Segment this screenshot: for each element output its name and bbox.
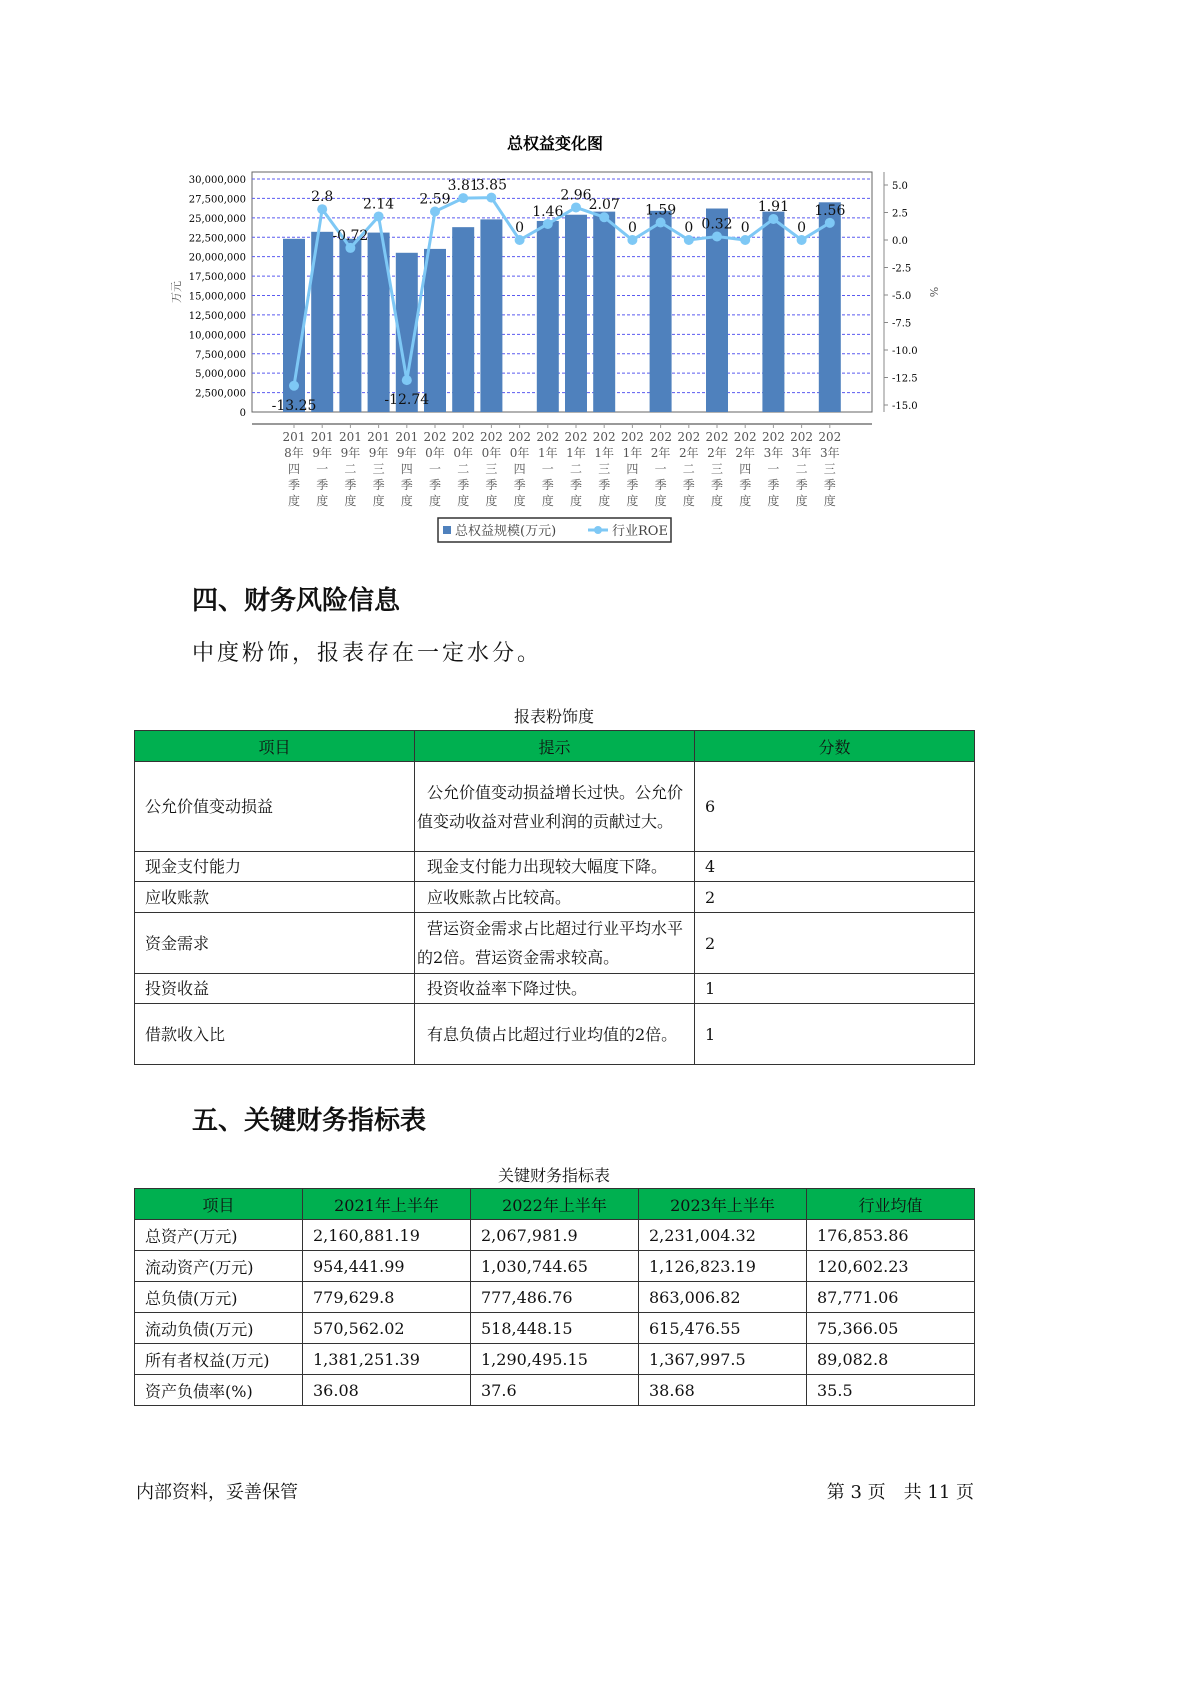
y-tick-label: 0: [239, 408, 246, 419]
roe-data-label: 3.81: [447, 178, 479, 195]
table-cell: 36.08: [303, 1375, 471, 1406]
x-tick-label: 季: [569, 478, 583, 492]
table-cell: 公允价值变动损益: [135, 762, 415, 852]
x-tick-label: 2年: [707, 446, 727, 460]
x-tick-label: 一: [428, 462, 442, 476]
table-cell: 资金需求: [135, 913, 415, 974]
roe-point: [374, 211, 384, 221]
y-tick-label: 22,500,000: [188, 233, 246, 245]
x-tick-label: 度: [485, 494, 498, 508]
table-cell: 1,367,997.5: [639, 1344, 807, 1375]
y2-axis-label: %: [927, 286, 940, 298]
x-tick-label: 季: [710, 478, 724, 492]
table-cell: 89,082.8: [807, 1344, 975, 1375]
column-header: 行业均值: [807, 1189, 975, 1220]
table-cell: 总负债(万元): [135, 1282, 303, 1313]
x-tick-label: 二: [569, 462, 583, 476]
table-row: [135, 852, 975, 882]
table-cell: 38.68: [639, 1375, 807, 1406]
table-row: [135, 882, 975, 913]
table-row: [135, 1004, 975, 1065]
y2-tick-label: -15.0: [892, 401, 918, 412]
y-tick-label: 7,500,000: [195, 349, 246, 361]
section-5-heading: 五、关键财务指标表: [192, 1106, 427, 1136]
x-tick-label: 二: [457, 462, 470, 476]
x-tick-label: 三: [823, 462, 836, 476]
y2-tick-label: -12.5: [892, 373, 918, 385]
x-tick-label: 2年: [735, 446, 756, 460]
x-tick-label: 202: [451, 430, 475, 444]
table-cell: 1: [695, 974, 975, 1004]
table-cell: 应收账款: [135, 882, 415, 913]
x-tick-label: 季: [344, 478, 357, 492]
table-cell: 营运资金需求占比超过行业平均水平的2倍。营运资金需求较高。: [415, 913, 695, 974]
x-tick-label: 季: [767, 478, 780, 492]
table-cell: 2,160,881.19: [303, 1220, 471, 1251]
table-cell: 所有者权益(万元): [135, 1344, 303, 1375]
y-tick-label: 10,000,000: [188, 330, 246, 342]
x-tick-label: 季: [485, 478, 498, 492]
risk-summary-text: 中度粉饰，报表存在一定水分。: [192, 641, 543, 666]
roe-data-label: 0.32: [701, 216, 733, 233]
x-tick-label: 四: [400, 462, 413, 476]
y2-tick-label: -10.0: [892, 346, 918, 357]
equity-chart: [0, 0, 1191, 560]
table-cell: 总资产(万元): [135, 1220, 303, 1251]
x-tick-label: 一: [541, 462, 554, 476]
x-tick-label: 度: [344, 494, 357, 508]
roe-point: [289, 381, 299, 391]
roe-point: [712, 231, 722, 241]
table-cell: 1,126,823.19: [639, 1251, 807, 1282]
roe-point: [627, 235, 637, 245]
table-cell: 779,629.8: [303, 1282, 471, 1313]
table-cell: 615,476.55: [639, 1313, 807, 1344]
roe-data-label: 2.59: [419, 191, 451, 208]
table-row: [135, 1251, 975, 1282]
roe-data-label: 1.91: [757, 198, 789, 215]
x-tick-label: 度: [400, 494, 413, 508]
roe-point: [797, 235, 807, 245]
table-cell: 应收账款占比较高。: [415, 882, 695, 913]
x-tick-label: 三: [485, 462, 498, 476]
footer-page-number: 第 3 页 共 11 页: [826, 1482, 974, 1503]
risk-table-caption: 报表粉饰度: [513, 707, 594, 726]
risk-table: [134, 730, 975, 1065]
table-cell: 投资收益: [135, 974, 415, 1004]
x-tick-label: 季: [428, 478, 442, 492]
bar: [339, 239, 361, 412]
y2-tick-label: 2.5: [892, 208, 908, 220]
legend-bar-swatch: [443, 526, 451, 534]
table-row: [135, 1344, 975, 1375]
table-cell: 75,366.05: [807, 1313, 975, 1344]
table-row: [135, 1220, 975, 1251]
column-header: 分数: [695, 731, 975, 762]
bar: [819, 202, 841, 412]
x-tick-label: 度: [710, 494, 724, 508]
table-cell: 954,441.99: [303, 1251, 471, 1282]
roe-data-label: 2.14: [363, 196, 395, 213]
x-tick-label: 度: [654, 494, 667, 508]
x-tick-label: 季: [739, 478, 752, 492]
x-tick-label: 202: [705, 430, 729, 444]
roe-data-label: 2.8: [311, 189, 334, 206]
bar: [650, 211, 672, 412]
table-row: [135, 913, 975, 974]
roe-data-label: 2.07: [588, 197, 620, 214]
x-tick-label: 度: [823, 494, 836, 508]
table-row: [135, 974, 975, 1004]
table-cell: 6: [695, 762, 975, 852]
x-tick-label: 度: [287, 494, 301, 508]
bar: [537, 221, 559, 412]
table-cell: 35.5: [807, 1375, 975, 1406]
roe-point: [486, 193, 496, 203]
x-tick-label: 三: [710, 462, 724, 476]
x-tick-label: 1年: [622, 446, 643, 460]
x-tick-label: 季: [682, 478, 695, 492]
x-tick-label: 季: [513, 478, 526, 492]
roe-data-label: 3.85: [475, 177, 507, 194]
table-cell: 2: [695, 882, 975, 913]
bar: [593, 212, 615, 412]
bar: [424, 249, 446, 412]
column-header: 提示: [415, 731, 695, 762]
x-tick-label: 季: [316, 478, 329, 492]
table-cell: 2,067,981.9: [471, 1220, 639, 1251]
table-cell: 120,602.23: [807, 1251, 975, 1282]
x-tick-label: 四: [626, 462, 639, 476]
y2-tick-label: 5.0: [892, 181, 908, 192]
roe-data-label: 0: [797, 220, 807, 236]
y-tick-label: 2,500,000: [195, 388, 246, 400]
table-cell: 有息负债占比超过行业均值的2倍。: [415, 1004, 695, 1065]
y-axis-label: 万元: [170, 281, 183, 303]
table-cell: 资产负债率(%): [135, 1375, 303, 1406]
x-tick-label: 202: [536, 430, 560, 444]
table-cell: 4: [695, 852, 975, 882]
x-tick-label: 202: [592, 430, 616, 444]
x-tick-label: 9年: [368, 446, 389, 460]
roe-point: [402, 375, 412, 385]
x-tick-label: 度: [569, 494, 583, 508]
x-tick-label: 三: [372, 462, 385, 476]
table-cell: 借款收入比: [135, 1004, 415, 1065]
x-tick-label: 二: [795, 462, 808, 476]
x-tick-label: 季: [654, 478, 667, 492]
x-tick-label: 9年: [312, 446, 333, 460]
x-tick-label: 201: [282, 430, 306, 444]
table-row: [135, 762, 975, 852]
x-tick-label: 1年: [537, 446, 558, 460]
x-tick-label: 1年: [566, 446, 586, 460]
key-table-caption: 关键财务指标表: [497, 1166, 610, 1185]
x-tick-label: 3年: [819, 446, 840, 460]
y2-tick-label: 0.0: [892, 236, 908, 247]
x-tick-label: 3年: [791, 446, 812, 460]
x-tick-label: 2年: [678, 446, 699, 460]
x-tick-label: 度: [316, 494, 329, 508]
roe-point: [740, 235, 750, 245]
table-cell: 176,853.86: [807, 1220, 975, 1251]
bar: [480, 219, 502, 412]
y-tick-label: 27,500,000: [188, 194, 246, 206]
x-tick-label: 9年: [340, 446, 361, 460]
table-cell: 1,290,495.15: [471, 1344, 639, 1375]
x-tick-label: 度: [513, 494, 526, 508]
x-tick-label: 0年: [481, 446, 502, 460]
x-tick-label: 202: [818, 430, 842, 444]
x-tick-label: 度: [541, 494, 554, 508]
x-tick-label: 2年: [650, 446, 671, 460]
bar: [452, 227, 474, 412]
x-tick-label: 8年: [284, 446, 304, 460]
y-tick-label: 5,000,000: [195, 369, 246, 381]
y-tick-label: 17,500,000: [188, 272, 246, 284]
x-tick-label: 季: [287, 478, 301, 492]
x-tick-label: 季: [457, 478, 470, 492]
x-tick-label: 季: [823, 478, 836, 492]
x-tick-label: 一: [316, 462, 329, 476]
x-tick-label: 3年: [763, 446, 784, 460]
x-tick-label: 一: [767, 462, 780, 476]
table-cell: 777,486.76: [471, 1282, 639, 1313]
table-cell: 现金支付能力出现较大幅度下降。: [415, 852, 695, 882]
x-tick-label: 季: [372, 478, 385, 492]
x-tick-label: 度: [739, 494, 752, 508]
x-tick-label: 一: [654, 462, 667, 476]
key-metrics-table: [134, 1188, 975, 1406]
y-tick-label: 20,000,000: [188, 252, 246, 264]
x-tick-label: 202: [479, 430, 503, 444]
roe-data-label: 0: [684, 220, 694, 236]
column-header: 项目: [135, 1189, 303, 1220]
roe-data-label: 0: [515, 220, 525, 236]
column-header: 2021年上半年: [303, 1189, 471, 1220]
table-cell: 公允价值变动损益增长过快。公允价值变动收益对营业利润的贡献过大。: [415, 762, 695, 852]
roe-point: [345, 243, 355, 253]
x-tick-label: 四: [739, 462, 752, 476]
x-tick-label: 1年: [594, 446, 615, 460]
roe-point: [515, 235, 525, 245]
table-cell: 570,562.02: [303, 1313, 471, 1344]
x-tick-label: 度: [682, 494, 695, 508]
x-tick-label: 季: [541, 478, 554, 492]
table-row: [135, 1375, 975, 1406]
bar: [762, 212, 784, 412]
y2-tick-label: -5.0: [892, 291, 912, 302]
table-cell: 流动资产(万元): [135, 1251, 303, 1282]
x-tick-label: 0年: [509, 446, 530, 460]
roe-data-label: -13.25: [271, 397, 317, 414]
roe-point: [317, 204, 327, 214]
roe-point: [458, 193, 468, 203]
y-tick-label: 12,500,000: [188, 310, 246, 322]
legend-line-marker: [594, 526, 602, 534]
roe-point: [571, 202, 581, 212]
table-cell: 投资收益率下降过快。: [415, 974, 695, 1004]
bar: [565, 215, 587, 412]
table-cell: 87,771.06: [807, 1282, 975, 1313]
x-tick-label: 三: [598, 462, 611, 476]
x-tick-label: 202: [649, 430, 673, 444]
table-cell: 现金支付能力: [135, 852, 415, 882]
column-header: 2023年上半年: [639, 1189, 807, 1220]
x-tick-label: 度: [457, 494, 470, 508]
x-tick-label: 季: [795, 478, 808, 492]
column-header: 项目: [135, 731, 415, 762]
x-tick-label: 度: [626, 494, 639, 508]
column-header: 2022年上半年: [471, 1189, 639, 1220]
table-header-row: [135, 1189, 975, 1220]
chart-title: 总权益变化图: [506, 134, 604, 153]
footer-confidential: 内部资料，妥善保管: [136, 1482, 298, 1503]
x-tick-label: 度: [598, 494, 611, 508]
x-tick-label: 202: [620, 430, 644, 444]
x-tick-label: 202: [790, 430, 814, 444]
table-cell: 2,231,004.32: [639, 1220, 807, 1251]
x-tick-label: 四: [513, 462, 526, 476]
roe-point: [599, 212, 609, 222]
x-tick-label: 201: [395, 430, 419, 444]
section-4-heading: 四、财务风险信息: [192, 586, 401, 616]
x-tick-label: 季: [400, 478, 413, 492]
roe-data-label: 0: [740, 220, 750, 236]
roe-point: [430, 207, 440, 217]
roe-point: [825, 218, 835, 228]
table-cell: 863,006.82: [639, 1282, 807, 1313]
x-tick-label: 0年: [425, 446, 445, 460]
roe-data-label: 1.46: [532, 203, 564, 220]
roe-data-label: 0: [627, 220, 637, 236]
x-tick-label: 202: [508, 430, 532, 444]
x-tick-label: 度: [428, 494, 442, 508]
y-tick-label: 30,000,000: [188, 175, 246, 186]
table-row: [135, 1313, 975, 1344]
x-tick-label: 度: [795, 494, 808, 508]
table-cell: 1,381,251.39: [303, 1344, 471, 1375]
x-tick-label: 202: [677, 430, 701, 444]
legend-bar-label: 总权益规模(万元): [455, 524, 557, 539]
x-tick-label: 201: [310, 430, 334, 444]
table-cell: 1,030,744.65: [471, 1251, 639, 1282]
y-tick-label: 25,000,000: [188, 213, 246, 225]
roe-data-label: 1.59: [645, 202, 677, 219]
x-tick-label: 202: [761, 430, 785, 444]
x-tick-label: 201: [338, 430, 362, 444]
y-tick-label: 15,000,000: [188, 291, 246, 303]
x-tick-label: 四: [287, 462, 301, 476]
table-cell: 1: [695, 1004, 975, 1065]
roe-point: [684, 235, 694, 245]
x-tick-label: 202: [564, 430, 588, 444]
x-tick-label: 0年: [453, 446, 474, 460]
legend-line-label: 行业ROE: [612, 524, 668, 539]
roe-data-label: -0.72: [332, 227, 369, 244]
roe-data-label: 2.96: [560, 187, 592, 204]
roe-point: [656, 218, 666, 228]
x-tick-label: 201: [367, 430, 391, 444]
x-tick-label: 季: [598, 478, 611, 492]
table-cell: 2: [695, 913, 975, 974]
x-tick-label: 202: [423, 430, 447, 444]
x-tick-label: 9年: [396, 446, 417, 460]
table-row: [135, 1282, 975, 1313]
x-tick-label: 二: [682, 462, 695, 476]
y2-tick-label: -7.5: [892, 318, 912, 330]
x-tick-label: 度: [372, 494, 385, 508]
table-cell: 流动负债(万元): [135, 1313, 303, 1344]
roe-point: [768, 214, 778, 224]
table-cell: 37.6: [471, 1375, 639, 1406]
x-tick-label: 季: [626, 478, 639, 492]
y2-tick-label: -2.5: [892, 263, 912, 275]
x-tick-label: 202: [733, 430, 757, 444]
x-tick-label: 度: [767, 494, 780, 508]
roe-data-label: 1.56: [814, 202, 846, 219]
table-header-row: [135, 731, 975, 762]
table-cell: 518,448.15: [471, 1313, 639, 1344]
roe-point: [543, 219, 553, 229]
x-tick-label: 二: [344, 462, 357, 476]
roe-data-label: -12.74: [384, 392, 430, 409]
